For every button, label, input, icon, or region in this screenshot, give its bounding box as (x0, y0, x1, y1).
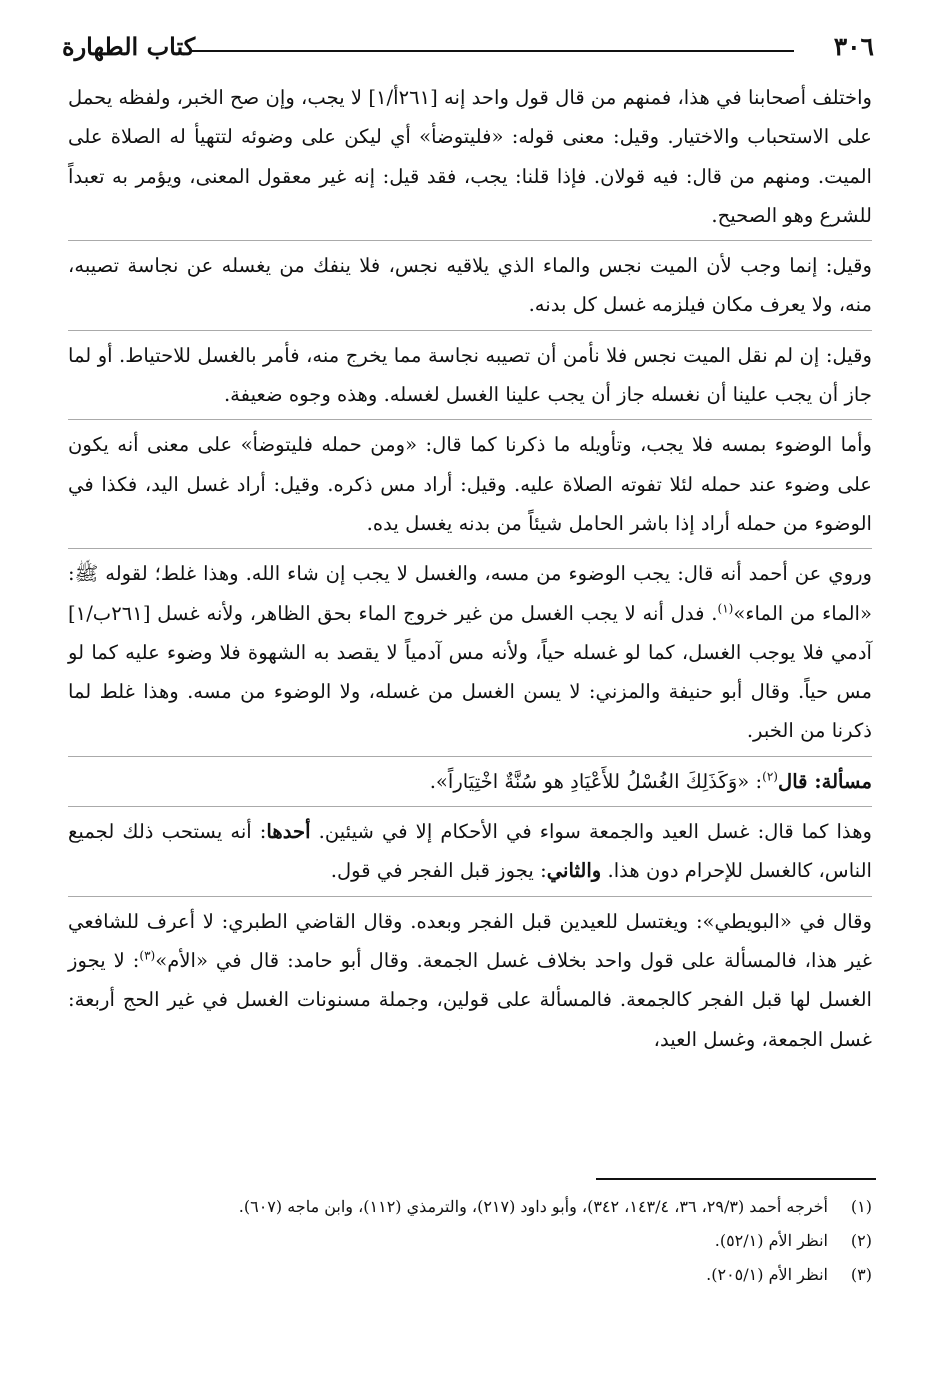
page-header (62, 28, 874, 68)
paragraph-divider (68, 548, 872, 549)
footnote-1 (68, 1190, 872, 1224)
paragraph-7-text: : أنه يستحب ذلك لجميع الناس، كالغسل للإحرام دون هذا. (68, 820, 872, 883)
paragraph-8-start: وقال في «البويطي»: ويغتسل للعيدين قبل الفجر وبعده. وقال القاضي الطبري: لا أعرف للشافعي غير هذا، فالمسألة على قول واحد بخلاف غسل الجمعة. وقال أبو حامد: قال في «الأم» (68, 909, 872, 972)
footnote-ref-1[interactable]: (١) (717, 601, 734, 616)
footnote-text: انظر الأم (٥٢/١). (714, 1231, 828, 1250)
first-point-label: أحدها (266, 820, 311, 844)
paragraph-5-end: . فدل أنه لا يجب الغسل من غير خروج الماء بحق الظاهر، ولأنه غسل [٢٦١ب/١] آدمي فلا يوجب الغسل، كما لو غسله حياً، ولأنه مس آدمياً لا يقصد به الشهوة فلا وضوء عليه كما لو مس حياً. وقال أبو حنيفة والمزني: لا يسن الغسل من غسله، ولا الوضوء من مسه. وهذا غلط لما ذكرنا من الخبر. (68, 601, 872, 743)
second-point-label: والثاني (546, 859, 602, 883)
paragraph-7-text: وهذا كما قال: غسل العيد والجمعة سواء في الأحكام إلا في شيئين. (310, 820, 872, 844)
book-title: كتاب الطهارة (62, 32, 196, 61)
paragraph-5-start: وروي عن أحمد أنه قال: يجب الوضوء من مسه، والغسل لا يجب إن شاء الله. وهذا غلط؛ لقوله ﷺ: «الماء من الماء» (68, 562, 872, 625)
paragraph-2: وقيل: إنما وجب لأن الميت نجس والماء الذي يلاقيه نجس، فلا ينفك من يغسله عن نجاسة تصيبه، منه، ولا يعرف مكان فيلزمه غسل كل بدنه. (68, 254, 872, 317)
paragraph-1: واختلف أصحابنا في هذا، فمنهم من قال قول واحد إنه [٢٦١أ/١] لا يجب، وإن صح الخبر، ولفظه يحمل على الاستحباب والاختيار. وقيل: معنى قوله: «فليتوضأ» أي ليكن على وضوئه لتتهيأ له الصلاة على الميت. ومنهم من قال: فيه قولان. فإذا قلنا: يجب، فقد قيل: إنه غير معقول المعنى، ويؤمر به تعبداً للشرع وهو الصحيح. (68, 86, 872, 227)
paragraph-8 (68, 902, 872, 1059)
paragraph-divider (68, 419, 872, 420)
masala-label: مسألة: قال (777, 769, 872, 793)
paragraph-divider (68, 330, 872, 331)
paragraph-8-end: : لا يجوز الغسل لها قبل الفجر كالجمعة. فالمسألة على قولين، وجملة مسنونات الغسل في غير الحج أربعة: غسل الجمعة، وغسل العيد، (68, 948, 872, 1051)
main-text (68, 78, 872, 1064)
paragraph-divider (68, 896, 872, 897)
footnote-number: (٢) (850, 1231, 872, 1250)
footnote-text: انظر الأم (٢٠٥/١). (706, 1265, 828, 1284)
paragraph-5 (68, 554, 872, 750)
footnote-number: (٣) (850, 1265, 872, 1284)
footnote-2 (68, 1224, 872, 1258)
paragraph-divider (68, 806, 872, 807)
paragraph-3: وقيل: إن لم نقل الميت نجس فلا نأمن أن تصيبه نجاسة مما يخرج منه، فأمر بالغسل للاحتياط. أو لما جاز أن يجب علينا أن نغسله جاز أن يجب علينا الغسل لغسله. وهذه وجوه ضعيفة. (68, 343, 872, 407)
footnote-3 (68, 1258, 872, 1292)
footnote-text: أخرجه أحمد (٢٩/٣، ٣٦، ١٤٣/٤، ٣٤٢)، وأبو داود (٢١٧)، والترمذي (١١٢)، وابن ماجه (٦٠٧). (238, 1197, 828, 1216)
paragraph-7 (68, 812, 872, 891)
paragraph-divider (68, 240, 872, 241)
page-number: ٣٠٦ (833, 32, 874, 61)
footnote-ref-3[interactable]: (٣) (139, 948, 156, 963)
header-rule (192, 50, 794, 52)
masala-heading (68, 762, 872, 801)
footnote-separator (596, 1178, 876, 1180)
paragraph-7-text: : يجوز قبل الفجر في قول. (330, 859, 547, 883)
footnotes (68, 1190, 872, 1292)
masala-quote: : «وَكَذَلِكَ الغُسْلُ للأَعْيَادِ هو سُنَّةٌ اخْتِيَاراً». (429, 769, 763, 793)
footnote-ref-2[interactable]: (٢) (762, 769, 778, 784)
paragraph-4: وأما الوضوء بمسه فلا يجب، وتأويله ما ذكرنا كما قال: «ومن حمله فليتوضأ» على معنى أنه يكون على وضوء عند حمله لئلا تفوته الصلاة عليه. وقيل: أراد مس ذكره. وقيل: أراد غسل اليد، فكذا في الوضوء من حمله أراد إذا باشر الحامل شيئاً من بدنه يغسل يده. (68, 433, 872, 535)
paragraph-divider (68, 756, 872, 757)
footnote-number: (١) (850, 1197, 872, 1216)
